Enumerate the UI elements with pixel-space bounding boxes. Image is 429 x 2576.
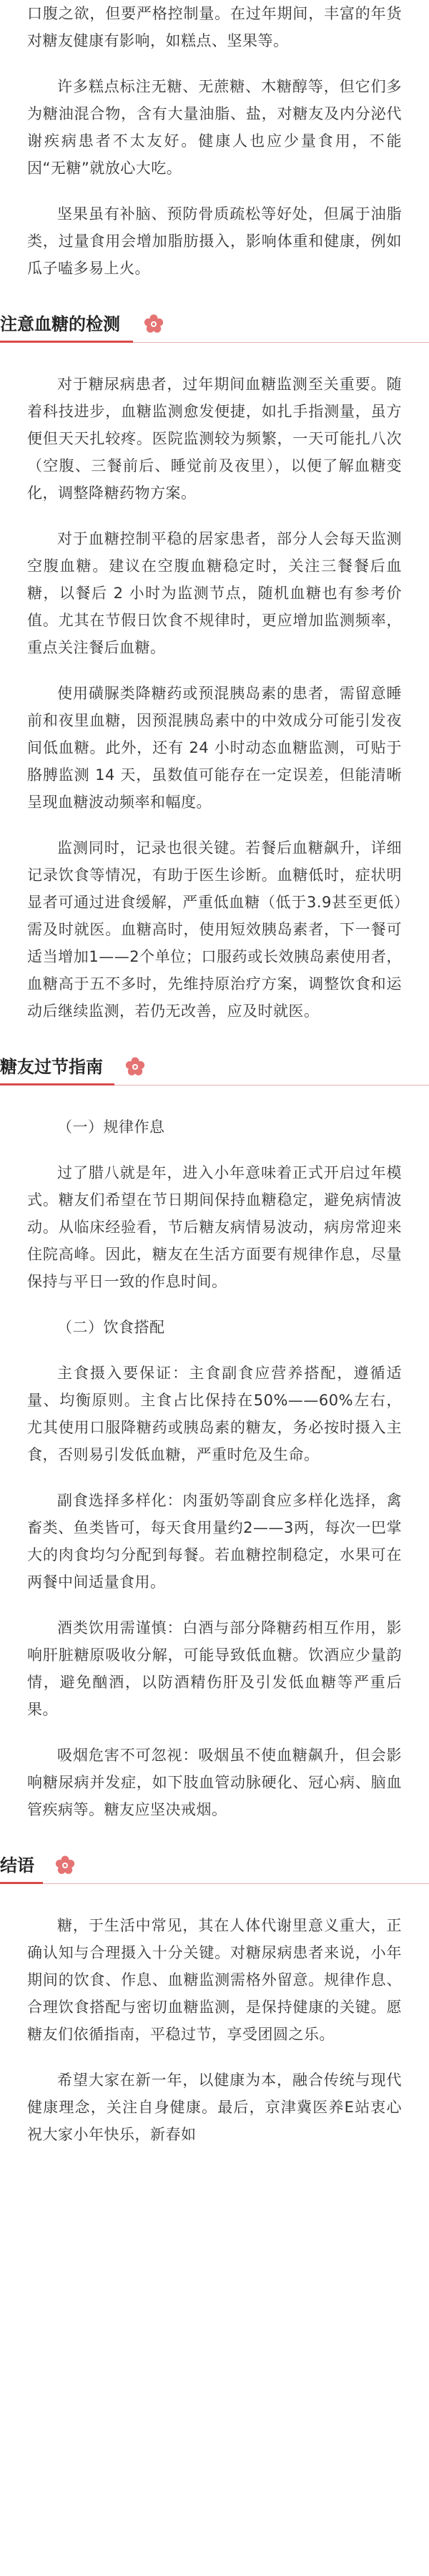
section1-paragraph: 监测同时，记录也很关键。若餐后血糖飙升，详细记录饮食等情况，有助于医生诊断。血糖低时，症状明显者可通过进食缓解，严重低血糖（低于3.9甚至更低）需及时就医。血糖高时，使用短效胰岛素者，下一餐可适当增加1——2个单位；口服药或长效胰岛素使用者，血糖高于五不多时，先维持原治疗方案，调整饮食和运动后继续监测，若仍无改善，应及时就医。 xyxy=(27,839,402,1020)
intro-paragraph: 许多糕点标注无糖、无蔗糖、木糖醇等，但它们多为糖油混合物，含有大量油脂、盐，对糖友及内分泌代谢疾病患者不太友好。健康人也应少量食用，不能因“无糖”就放心大吃。 xyxy=(27,78,402,177)
subsection-heading: （一）规律作息 xyxy=(57,1118,165,1136)
section-title: 糖友过节指南 xyxy=(0,1055,110,1079)
section2-paragraph: 过了腊八就是年，进入小年意味着正式开启过年模式。糖友们希望在节日期间保持血糖稳定，避免病情波动。从临床经验看，节后糖友病情易波动，病房常迎来住院高峰。因此，糖友在生活方面要有规律作息，尽量保持与平日一致的作息时间。 xyxy=(27,1164,402,1290)
section-divider xyxy=(0,1883,429,1884)
section2-paragraph: 主食摄入要保证：主食副食应营养搭配，遵循适量、均衡原则。主食占比保持在50%——60%左右，尤其使用口服降糖药或胰岛素的糖友，务必按时摄入主食，否则易引发低血糖，严重时危及生命。 xyxy=(27,1365,402,1463)
intro-paragraph: 口腹之欲，但要严格控制量。在过年期间，丰富的年货对糖友健康有影响，如糕点、坚果等。 xyxy=(27,5,402,49)
plum-blossom-icon xyxy=(143,313,164,335)
section1-paragraph: 对于糖尿病患者，过年期间血糖监测至关重要。随着科技进步，血糖监测愈发便捷，如扎手指测量，虽方便但天天扎较疼。医院监测较为频繁，一天可能扎八次（空腹、三餐前后、睡觉前及夜里），以便了解血糖变化，调整降糖药物方案。 xyxy=(27,376,402,502)
section1-paragraph: 使用磺脲类降糖药或预混胰岛素的患者，需留意睡前和夜里血糖，因预混胰岛素中的中效成分可能引发夜间低血糖。此外，还有 24 小时动态血糖监测，可贴于胳膊监测 14 天，虽数值可能存在一定误差，但能清晰呈现血糖波动频率和幅度。 xyxy=(27,685,402,811)
section-title-underline xyxy=(0,1083,114,1085)
section2-paragraph: 吸烟危害不可忽视：吸烟虽不使血糖飙升，但会影响糖尿病并发症，如下肢血管动脉硬化、冠心病、脑血管疾病等。糖友应坚决戒烟。 xyxy=(27,1747,402,1818)
section1-paragraph: 对于血糖控制平稳的居家患者，部分人会每天监测空腹血糖。建议在空腹血糖稳定时，关注三餐餐后血糖，以餐后 2 小时为监测节点，随机血糖也有参考价值。尤其在节假日饮食不规律时，更应增加监测频率，重点关注餐后血糖。 xyxy=(27,530,402,656)
section-title: 注意血糖的检测 xyxy=(0,312,127,336)
plum-blossom-icon xyxy=(124,1056,146,1078)
plum-blossom-icon xyxy=(54,1855,76,1876)
section2-paragraph: 副食选择多样化：肉蛋奶等副食应多样化选择，禽畜类、鱼类皆可，每天食用量约2——3两，每次一巴掌大的肉食均匀分配到每餐。若血糖控制稳定，水果可在两餐中间适量食用。 xyxy=(27,1492,402,1591)
section-header-conclusion xyxy=(0,1848,429,1890)
section-title: 结语 xyxy=(0,1853,41,1878)
section-title-underline xyxy=(0,341,133,343)
section3-paragraph: 糖，于生活中常见，其在人体代谢里意义重大，正确认知与合理摄入十分关键。对糖尿病患者来说，小年期间的饮食、作息、血糖监测需格外留意。规律作息、合理饮食搭配与密切血糖监测，是保持健康的关键。愿糖友们依循指南，平稳过节，享受团圆之乐。 xyxy=(27,1917,402,2043)
intro-paragraph: 坚果虽有补脑、预防骨质疏松等好处，但属于油脂类，过量食用会增加脂肪摄入，影响体重和健康，例如瓜子嗑多易上火。 xyxy=(27,205,402,277)
section-title-underline xyxy=(0,1882,43,1884)
section-header-blood-glucose xyxy=(0,306,429,349)
section-header-holiday-guide xyxy=(0,1049,429,1092)
subsection-heading: （二）饮食搭配 xyxy=(57,1319,165,1336)
section3-paragraph: 希望大家在新一年，以健康为本，融合传统与现代健康理念，关注自身健康。最后，京津冀医养E站衷心祝大家小年快乐，新春如 xyxy=(27,2072,402,2143)
section2-paragraph: 酒类饮用需谨慎：白酒与部分降糖药相互作用，影响肝脏糖原吸收分解，可能导致低血糖。饮酒应少量韵情，避免酗酒，以防酒精伤肝及引发低血糖等严重后果。 xyxy=(27,1619,402,1718)
